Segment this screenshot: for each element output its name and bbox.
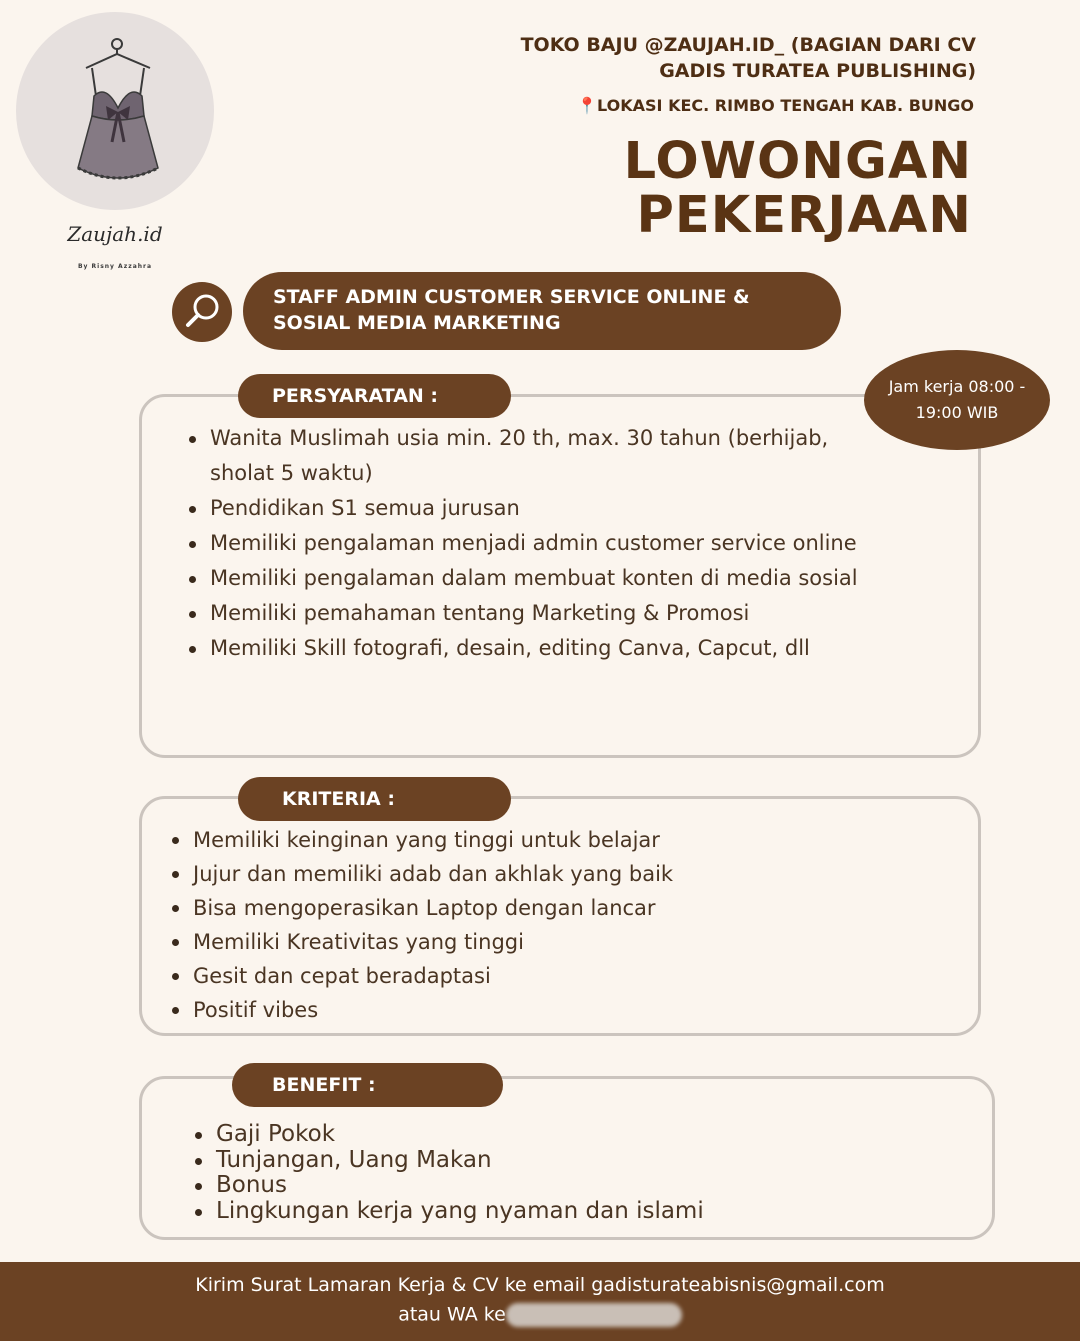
list-item: Jujur dan memiliki adab dan akhlak yang baik — [169, 857, 949, 891]
logo-script: Zaujah.id — [67, 222, 163, 246]
logo-tagline: By Risny Azzahra — [77, 263, 153, 270]
list-item: Gesit dan cepat beradaptasi — [169, 959, 949, 993]
list-item: Memiliki pemahaman tentang Marketing & Promosi — [186, 596, 886, 631]
criteria-box — [139, 796, 981, 1036]
search-badge — [172, 282, 232, 342]
benefit-list — [192, 1122, 952, 1224]
requirements-list — [186, 421, 886, 666]
list-item: Positif vibes — [169, 993, 949, 1027]
list-item: Pendidikan S1 semua jurusan — [186, 491, 886, 526]
logo-circle — [16, 12, 214, 210]
position-line-2: SOSIAL MEDIA MARKETING — [273, 312, 561, 334]
position-title — [243, 272, 841, 350]
location-text: LOKASI KEC. RIMBO TENGAH KAB. BUNGO — [597, 96, 974, 115]
work-hours-badge — [864, 350, 1050, 450]
requirements-title: PERSYARATAN : — [238, 374, 511, 418]
list-item: Memiliki Kreativitas yang tinggi — [169, 925, 949, 959]
location-pin-icon: 📍 — [577, 96, 598, 115]
footer-wa-prefix: atau WA ke — [398, 1303, 506, 1326]
list-item: Memiliki Skill fotografi, desain, editing Canva, Capcut, dll — [186, 631, 886, 666]
list-item: Tunjangan, Uang Makan — [192, 1148, 952, 1174]
redacted-phone — [506, 1303, 682, 1327]
list-item: Bisa mengoperasikan Laptop dengan lancar — [169, 891, 949, 925]
list-item: Lingkungan kerja yang nyaman dan islami — [192, 1199, 952, 1225]
title-line-2: PEKERJAAN — [636, 186, 972, 245]
list-item: Gaji Pokok — [192, 1122, 952, 1148]
footer-email-line: Kirim Surat Lamaran Kerja & CV ke email gadisturateabisnis@gmail.com — [195, 1274, 885, 1296]
location — [414, 96, 974, 115]
store-name: TOKO BAJU @ZAUJAH.ID_ (BAGIAN DARI CV GADIS TURATEA PUBLISHING) — [520, 34, 976, 82]
list-item: Memiliki pengalaman dalam membuat konten di media sosial — [186, 561, 886, 596]
hours-line-1: Jam kerja 08:00 - — [888, 377, 1026, 396]
footer-wa-line — [0, 1303, 1080, 1327]
list-item: Memiliki pengalaman menjadi admin customer service online — [186, 526, 886, 561]
search-icon — [172, 282, 232, 342]
requirements-box — [139, 394, 981, 758]
page-title — [372, 132, 972, 245]
hours-line-2: 19:00 WIB — [915, 403, 999, 422]
criteria-list — [169, 823, 949, 1027]
dress-icon — [16, 12, 214, 210]
list-item: Memiliki keinginan yang tinggi untuk belajar — [169, 823, 949, 857]
list-item: Bonus — [192, 1173, 952, 1199]
title-line-1: LOWONGAN — [623, 132, 972, 191]
position-line-1: STAFF ADMIN CUSTOMER SERVICE ONLINE & — [273, 286, 750, 308]
footer — [0, 1262, 1080, 1341]
list-item: Wanita Muslimah usia min. 20 th, max. 30 tahun (berhijab, sholat 5 waktu) — [186, 421, 886, 491]
criteria-title: KRITERIA : — [238, 777, 511, 821]
benefit-title: BENEFIT : — [232, 1063, 503, 1107]
